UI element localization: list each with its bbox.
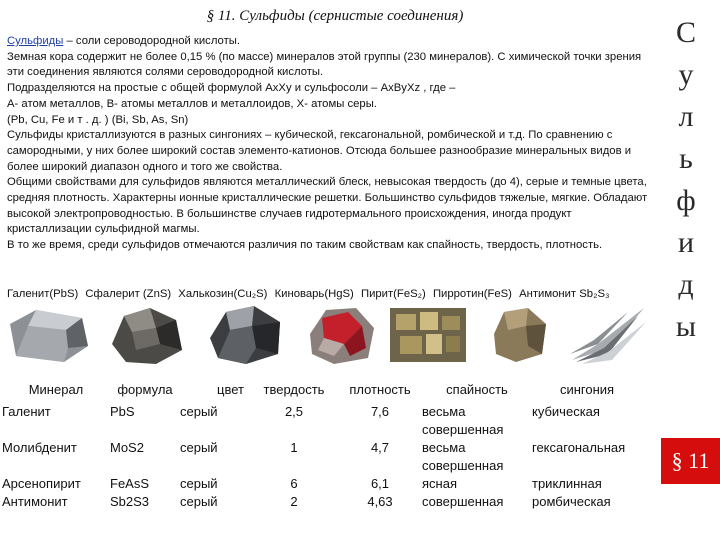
table-header-cell: Минерал: [28, 382, 84, 397]
table-cell: 4,63: [367, 494, 393, 509]
table-row: [2, 403, 642, 439]
vertical-letter: ф: [676, 184, 696, 217]
term-sulfides: Сульфиды: [7, 35, 64, 47]
table-header-row: [2, 381, 642, 403]
vertical-letter: д: [678, 268, 694, 301]
table-cell: 6,1: [370, 476, 390, 491]
section-badge: § 11: [661, 438, 720, 484]
table-row: [2, 439, 642, 475]
table-cell: Sb2S3: [110, 494, 150, 509]
mineral-label: Киноварь(HgS): [274, 288, 354, 300]
table-cell: серый: [180, 404, 218, 419]
chalcocite-photo: [206, 304, 286, 366]
table-cell: Антимонит: [2, 494, 68, 509]
paragraph: В то же время, среди сульфидов отмечаются различия по таким свойствам как спайность, твердость, плотность.: [7, 239, 603, 252]
paragraph: Общими свойствами для сульфидов являются металлический блеск, невысокая твердость (до 4), серые и темные цвета, средняя плотность. Характерны ионные кристаллические решетки. Большинство сульфидов тяжелые, мягкие. Обладают высокой электропроводностью. В большинстве случаев гидротермального происхождения, иногда продукт кристаллизации сульфидной магмы.: [7, 176, 648, 236]
table-cell: Молибденит: [2, 440, 77, 455]
vertical-letter: и: [677, 226, 695, 259]
table-row: [2, 493, 642, 511]
table-cell: 1: [290, 440, 298, 455]
table-cell: 2,5: [284, 404, 304, 419]
pyrrhotite-photo: [486, 304, 552, 366]
table-cell: серый: [180, 494, 218, 509]
table-cell: совершенная: [422, 494, 504, 509]
vertical-letter: ь: [679, 142, 693, 175]
table-cell: PbS: [110, 404, 135, 419]
paragraph: Подразделяются на простые с общей формулой AxXy и сульфосоли – AxByXz , где –: [7, 82, 456, 95]
mineral-photos: [0, 304, 650, 370]
paragraph: Сульфиды кристаллизуются в разных сингониях – кубической, гексагональной, ромбической и т.д. По сравнению с самородными, у них более широкий состав элементо-катионов. Отсюда большее разнообразие минеральных видов и более широкий диапазон одного и того же свойства.: [7, 129, 632, 173]
table-header-cell: цвет: [217, 382, 244, 397]
paragraph: (Pb, Cu, Fe и т . д. ) (Bi, Sb, As, Sn): [7, 113, 189, 126]
table-cell: гексагональная: [532, 440, 626, 455]
antimonite-photo: [568, 304, 648, 366]
cinnabar-photo: [304, 304, 378, 366]
mineral-label: Халькозин(Cu₂S): [178, 288, 268, 300]
table-cell: триклинная: [532, 476, 602, 491]
table-cell: весьма совершенная: [422, 404, 504, 437]
table-cell: MoS2: [110, 440, 144, 455]
table-cell: серый: [180, 440, 218, 455]
table-cell: 7,6: [370, 404, 390, 419]
table-cell: 4,7: [370, 440, 390, 455]
body-text: [7, 34, 659, 254]
properties-table: [2, 381, 642, 511]
mineral-label: Антимонит Sb₂S₃: [519, 288, 610, 300]
mineral-label: Пирротин(FeS): [432, 288, 512, 300]
table-cell: FeAsS: [110, 476, 150, 491]
table-header-cell: твердость: [263, 382, 325, 397]
vertical-letter: л: [678, 100, 694, 133]
paragraph: Земная кора содержит не более 0,15 % (по массе) минералов этой группы (230 минералов). С химической точки зрения эти соединения являются солями сероводородной кислоты.: [7, 50, 642, 79]
table-cell: 2: [290, 494, 298, 509]
mineral-label: Пирит(FeS₂): [360, 288, 426, 300]
vertical-letter: у: [678, 58, 694, 91]
table-cell: весьма совершенная: [422, 440, 504, 473]
vertical-title: [662, 12, 710, 348]
mineral-label: Сфалерит (ZnS): [85, 288, 172, 300]
intro-line: [7, 34, 659, 50]
mineral-labels: [7, 288, 657, 300]
table-header-cell: плотность: [349, 382, 411, 397]
table-header-cell: формула: [117, 382, 173, 397]
vertical-letter: ы: [675, 310, 697, 343]
table-header-cell: спайность: [446, 382, 508, 397]
paragraph: A- атом металлов, B- атомы металлов и металлоидов, X- атомы серы.: [7, 97, 377, 110]
term-definition: – соли сероводородной кислоты.: [63, 35, 241, 47]
table-cell: ясная: [422, 476, 457, 491]
table-header-cell: сингония: [559, 382, 615, 397]
table-cell: кубическая: [532, 404, 600, 419]
table-row: [2, 475, 642, 493]
vertical-letter: С: [675, 16, 696, 49]
mineral-label: Галенит(PbS): [7, 288, 79, 300]
page-title: § 11. Сульфиды (сернистые соединения): [206, 8, 464, 24]
table-cell: 6: [290, 476, 298, 491]
table-cell: ромбическая: [532, 494, 611, 509]
table-cell: Галенит: [2, 404, 51, 419]
table-cell: серый: [180, 476, 218, 491]
sphalerite-photo: [106, 304, 186, 366]
pyrite-photo: [386, 304, 470, 366]
table-cell: Арсенопирит: [2, 476, 81, 491]
galena-photo: [6, 304, 92, 366]
